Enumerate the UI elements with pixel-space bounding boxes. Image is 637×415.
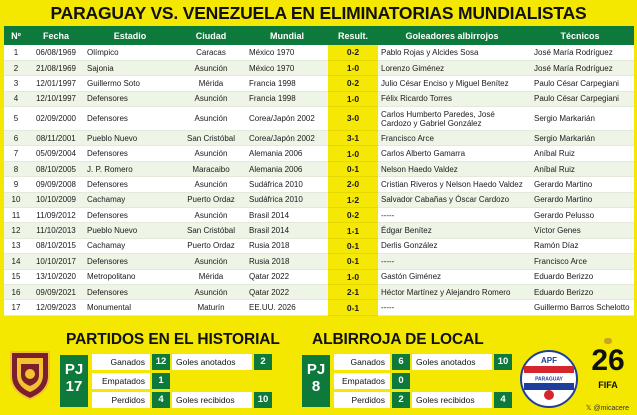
row-number: 8 — [4, 161, 28, 176]
row-date: 11/10/2013 — [28, 223, 84, 238]
row-world-cup: Rusia 2018 — [246, 254, 328, 269]
watermark-handle: @micacere — [593, 405, 629, 412]
historial-goles-recibidos-value: 10 — [254, 392, 272, 408]
row-stadium: Sajonia — [84, 60, 176, 75]
fifa-world-cup-2026-logo-icon — [590, 336, 626, 394]
row-city: San Cristóbal — [176, 131, 246, 146]
historial-title: PARTIDOS EN EL HISTORIAL — [66, 331, 280, 348]
local-ganados-label: Ganados — [334, 354, 390, 370]
row-date: 06/08/1969 — [28, 45, 84, 60]
row-result: 0-2 — [328, 45, 378, 60]
row-number: 4 — [4, 91, 28, 106]
row-number: 10 — [4, 192, 28, 207]
local-pj-box — [302, 355, 330, 407]
row-stadium: Defensores — [84, 91, 176, 106]
row-result: 1-0 — [328, 91, 378, 106]
row-coach: José María Rodríguez — [526, 45, 634, 60]
row-city: Caracas — [176, 45, 246, 60]
row-date: 10/10/2017 — [28, 254, 84, 269]
apf-logo-icon — [520, 350, 578, 408]
local-title: ALBIRROJA DE LOCAL — [312, 331, 484, 348]
row-coach: Gerardo Martino — [526, 177, 634, 192]
row-city: San Cristóbal — [176, 223, 246, 238]
fifa-year-text: 26 — [591, 344, 625, 377]
table-row — [4, 300, 634, 315]
row-city: Maracaibo — [176, 161, 246, 176]
table-row — [4, 146, 634, 161]
row-city: Asunción — [176, 60, 246, 75]
row-scorers: ----- — [378, 208, 526, 223]
row-result: 1-2 — [328, 192, 378, 207]
table-row — [4, 254, 634, 269]
row-scorers: Nelson Haedo Valdez — [378, 161, 526, 176]
row-stadium: Pueblo Nuevo — [84, 223, 176, 238]
row-coach: Víctor Genes — [526, 223, 634, 238]
local-pj-value: 8 — [311, 378, 321, 395]
row-world-cup: EE.UU. 2026 — [246, 300, 328, 315]
row-coach: Paulo César Carpegiani — [526, 76, 634, 91]
row-number: 5 — [4, 107, 28, 131]
row-coach: Sergio Markarián — [526, 107, 634, 131]
header-world-cup: Mundial — [246, 26, 328, 45]
row-date: 12/01/1997 — [28, 76, 84, 91]
watermark — [586, 404, 629, 412]
row-number: 17 — [4, 300, 28, 315]
table-row — [4, 76, 634, 91]
row-result: 2-0 — [328, 177, 378, 192]
header-number: Nº — [4, 26, 28, 45]
row-coach: José María Rodríguez — [526, 60, 634, 75]
row-result: 2-1 — [328, 284, 378, 299]
row-world-cup: Qatar 2022 — [246, 284, 328, 299]
row-city: Asunción — [176, 254, 246, 269]
local-row-ganados — [334, 354, 514, 370]
row-coach: Gerardo Martino — [526, 192, 634, 207]
row-number: 3 — [4, 76, 28, 91]
row-world-cup: Qatar 2022 — [246, 269, 328, 284]
row-world-cup: Sudáfrica 2010 — [246, 192, 328, 207]
historial-goles-anotados-value: 2 — [254, 354, 272, 370]
row-number: 11 — [4, 208, 28, 223]
row-result: 0-1 — [328, 161, 378, 176]
row-result: 3-0 — [328, 107, 378, 131]
table-row — [4, 161, 634, 176]
local-perdidos-label: Perdidos — [334, 392, 390, 408]
row-city: Mérida — [176, 76, 246, 91]
row-coach: Aníbal Ruiz — [526, 146, 634, 161]
row-city: Asunción — [176, 146, 246, 161]
row-scorers: Salvador Cabañas y Óscar Cardozo — [378, 192, 526, 207]
row-date: 12/09/2023 — [28, 300, 84, 315]
row-world-cup: Alemania 2006 — [246, 146, 328, 161]
row-scorers: ----- — [378, 300, 526, 315]
apf-logo-country: PARAGUAY — [535, 376, 563, 383]
row-world-cup: Brasil 2014 — [246, 223, 328, 238]
row-scorers: Édgar Benítez — [378, 223, 526, 238]
row-date: 21/08/1969 — [28, 60, 84, 75]
row-date: 13/10/2020 — [28, 269, 84, 284]
row-city: Asunción — [176, 284, 246, 299]
row-result: 0-2 — [328, 76, 378, 91]
row-stadium: Guillermo Soto — [84, 76, 176, 91]
local-ganados-value: 6 — [392, 354, 410, 370]
table-row — [4, 192, 634, 207]
row-city: Asunción — [176, 107, 246, 131]
table-row — [4, 223, 634, 238]
row-coach: Eduardo Berizzo — [526, 269, 634, 284]
row-coach: Gerardo Pelusso — [526, 208, 634, 223]
table-row — [4, 238, 634, 253]
row-scorers: Héctor Martínez y Alejandro Romero — [378, 284, 526, 299]
table-header-row — [4, 26, 634, 45]
row-scorers: Pablo Rojas y Alcides Sosa — [378, 45, 526, 60]
local-row-perdidos — [334, 392, 514, 408]
local-row-empatados — [334, 373, 414, 389]
row-city: Puerto Ordaz — [176, 238, 246, 253]
row-coach: Guillermo Barros Schelotto — [526, 300, 634, 315]
row-number: 16 — [4, 284, 28, 299]
local-goles-recibidos-label: Goles recibidos — [412, 392, 492, 408]
row-number: 1 — [4, 45, 28, 60]
local-empatados-label: Empatados — [334, 373, 390, 389]
row-world-cup: México 1970 — [246, 45, 328, 60]
row-scorers: Carlos Humberto Paredes, José Cardozo y Gabriel González — [378, 107, 526, 131]
row-world-cup: Corea/Japón 2002 — [246, 131, 328, 146]
row-result: 1-1 — [328, 223, 378, 238]
row-result: 3-1 — [328, 131, 378, 146]
header-coaches: Técnicos — [526, 26, 634, 45]
row-world-cup: Corea/Japón 2002 — [246, 107, 328, 131]
row-coach: Paulo César Carpegiani — [526, 91, 634, 106]
row-stadium: Defensores — [84, 107, 176, 131]
x-logo-icon: 𝕏 — [585, 405, 592, 412]
table-row — [4, 208, 634, 223]
row-scorers: Francisco Arce — [378, 131, 526, 146]
row-stadium: Pueblo Nuevo — [84, 131, 176, 146]
row-stadium: Defensores — [84, 254, 176, 269]
row-city: Mérida — [176, 269, 246, 284]
row-date: 11/09/2012 — [28, 208, 84, 223]
row-scorers: Derlis González — [378, 238, 526, 253]
local-goles-anotados-value: 10 — [494, 354, 512, 370]
row-number: 2 — [4, 60, 28, 75]
table-row — [4, 177, 634, 192]
table-row — [4, 91, 634, 106]
table-row — [4, 269, 634, 284]
row-stadium: Metropolitano — [84, 269, 176, 284]
historial-pj-box — [60, 355, 88, 407]
historial-row-empatados — [92, 373, 172, 389]
table-row — [4, 107, 634, 131]
row-result: 0-1 — [328, 238, 378, 253]
row-result: 0-1 — [328, 254, 378, 269]
row-world-cup: Sudáfrica 2010 — [246, 177, 328, 192]
row-number: 15 — [4, 269, 28, 284]
row-coach: Aníbal Ruiz — [526, 161, 634, 176]
page-title: PARAGUAY VS. VENEZUELA EN ELIMINATORIAS MUNDIALISTAS — [50, 3, 587, 23]
row-result: 1-0 — [328, 60, 378, 75]
historial-pj-value: 17 — [65, 378, 83, 395]
row-scorers: Gastón Giménez — [378, 269, 526, 284]
row-coach: Eduardo Berizzo — [526, 284, 634, 299]
local-empatados-value: 0 — [392, 373, 410, 389]
row-stadium: Monumental — [84, 300, 176, 315]
row-date: 08/10/2005 — [28, 161, 84, 176]
table-row — [4, 60, 634, 75]
header-city: Ciudad — [176, 26, 246, 45]
row-stadium: Defensores — [84, 177, 176, 192]
row-world-cup: México 1970 — [246, 60, 328, 75]
historial-row-perdidos — [92, 392, 282, 408]
row-result: 1-0 — [328, 269, 378, 284]
matches-table — [4, 26, 634, 316]
historial-empatados-value: 1 — [152, 373, 170, 389]
row-date: 08/10/2015 — [28, 238, 84, 253]
row-result: 0-1 — [328, 300, 378, 315]
row-city: Asunción — [176, 208, 246, 223]
row-number: 9 — [4, 177, 28, 192]
row-stadium: Cachamay — [84, 192, 176, 207]
header-scorers: Goleadores albirrojos — [378, 26, 526, 45]
row-scorers: ----- — [378, 254, 526, 269]
row-city: Asunción — [176, 91, 246, 106]
row-coach: Ramón Díaz — [526, 238, 634, 253]
local-pj-label: PJ — [306, 361, 326, 378]
row-stadium: Defensores — [84, 146, 176, 161]
row-number: 7 — [4, 146, 28, 161]
row-result: 0-2 — [328, 208, 378, 223]
row-date: 12/10/1997 — [28, 91, 84, 106]
row-world-cup: Francia 1998 — [246, 76, 328, 91]
row-scorers: Lorenzo Giménez — [378, 60, 526, 75]
local-perdidos-value: 2 — [392, 392, 410, 408]
fifa-text: FIFA — [598, 380, 618, 390]
row-stadium: J. P. Romero — [84, 161, 176, 176]
row-number: 6 — [4, 131, 28, 146]
row-date: 08/11/2001 — [28, 131, 84, 146]
historial-ganados-label: Ganados — [92, 354, 150, 370]
row-number: 14 — [4, 254, 28, 269]
row-coach: Francisco Arce — [526, 254, 634, 269]
row-scorers: Félix Ricardo Torres — [378, 91, 526, 106]
header-result: Result. — [328, 26, 378, 45]
historial-empatados-label: Empatados — [92, 373, 150, 389]
historial-ganados-value: 12 — [152, 354, 170, 370]
table-row — [4, 284, 634, 299]
row-coach: Sergio Markarián — [526, 131, 634, 146]
row-number: 13 — [4, 238, 28, 253]
venezuela-crest-icon — [8, 348, 52, 400]
row-scorers: Julio César Enciso y Miguel Benítez — [378, 76, 526, 91]
row-city: Puerto Ordaz — [176, 192, 246, 207]
row-world-cup: Brasil 2014 — [246, 208, 328, 223]
row-stadium: Olímpico — [84, 45, 176, 60]
row-date: 09/09/2021 — [28, 284, 84, 299]
table-row — [4, 45, 634, 60]
local-goles-recibidos-value: 4 — [494, 392, 512, 408]
row-date: 02/09/2000 — [28, 107, 84, 131]
historial-perdidos-label: Perdidos — [92, 392, 150, 408]
historial-goles-anotados-label: Goles anotados — [172, 354, 252, 370]
row-world-cup: Rusia 2018 — [246, 238, 328, 253]
row-number: 12 — [4, 223, 28, 238]
row-result: 1-0 — [328, 146, 378, 161]
row-date: 10/10/2009 — [28, 192, 84, 207]
header-date: Fecha — [28, 26, 84, 45]
historial-row-ganados — [92, 354, 282, 370]
row-scorers: Carlos Alberto Gamarra — [378, 146, 526, 161]
row-stadium: Defensores — [84, 284, 176, 299]
local-goles-anotados-label: Goles anotados — [412, 354, 492, 370]
row-city: Maturín — [176, 300, 246, 315]
table-row — [4, 131, 634, 146]
row-stadium: Defensores — [84, 208, 176, 223]
row-stadium: Cachamay — [84, 238, 176, 253]
row-world-cup: Francia 1998 — [246, 91, 328, 106]
row-world-cup: Alemania 2006 — [246, 161, 328, 176]
historial-perdidos-value: 4 — [152, 392, 170, 408]
apf-logo-text: APF — [541, 356, 557, 365]
header-stadium: Estadio — [84, 26, 176, 45]
row-city: Asunción — [176, 177, 246, 192]
row-date: 05/09/2004 — [28, 146, 84, 161]
row-scorers: Cristian Riveros y Nelson Haedo Valdez — [378, 177, 526, 192]
historial-pj-label: PJ — [64, 361, 84, 378]
historial-goles-recibidos-label: Goles recibidos — [172, 392, 252, 408]
row-date: 09/09/2008 — [28, 177, 84, 192]
